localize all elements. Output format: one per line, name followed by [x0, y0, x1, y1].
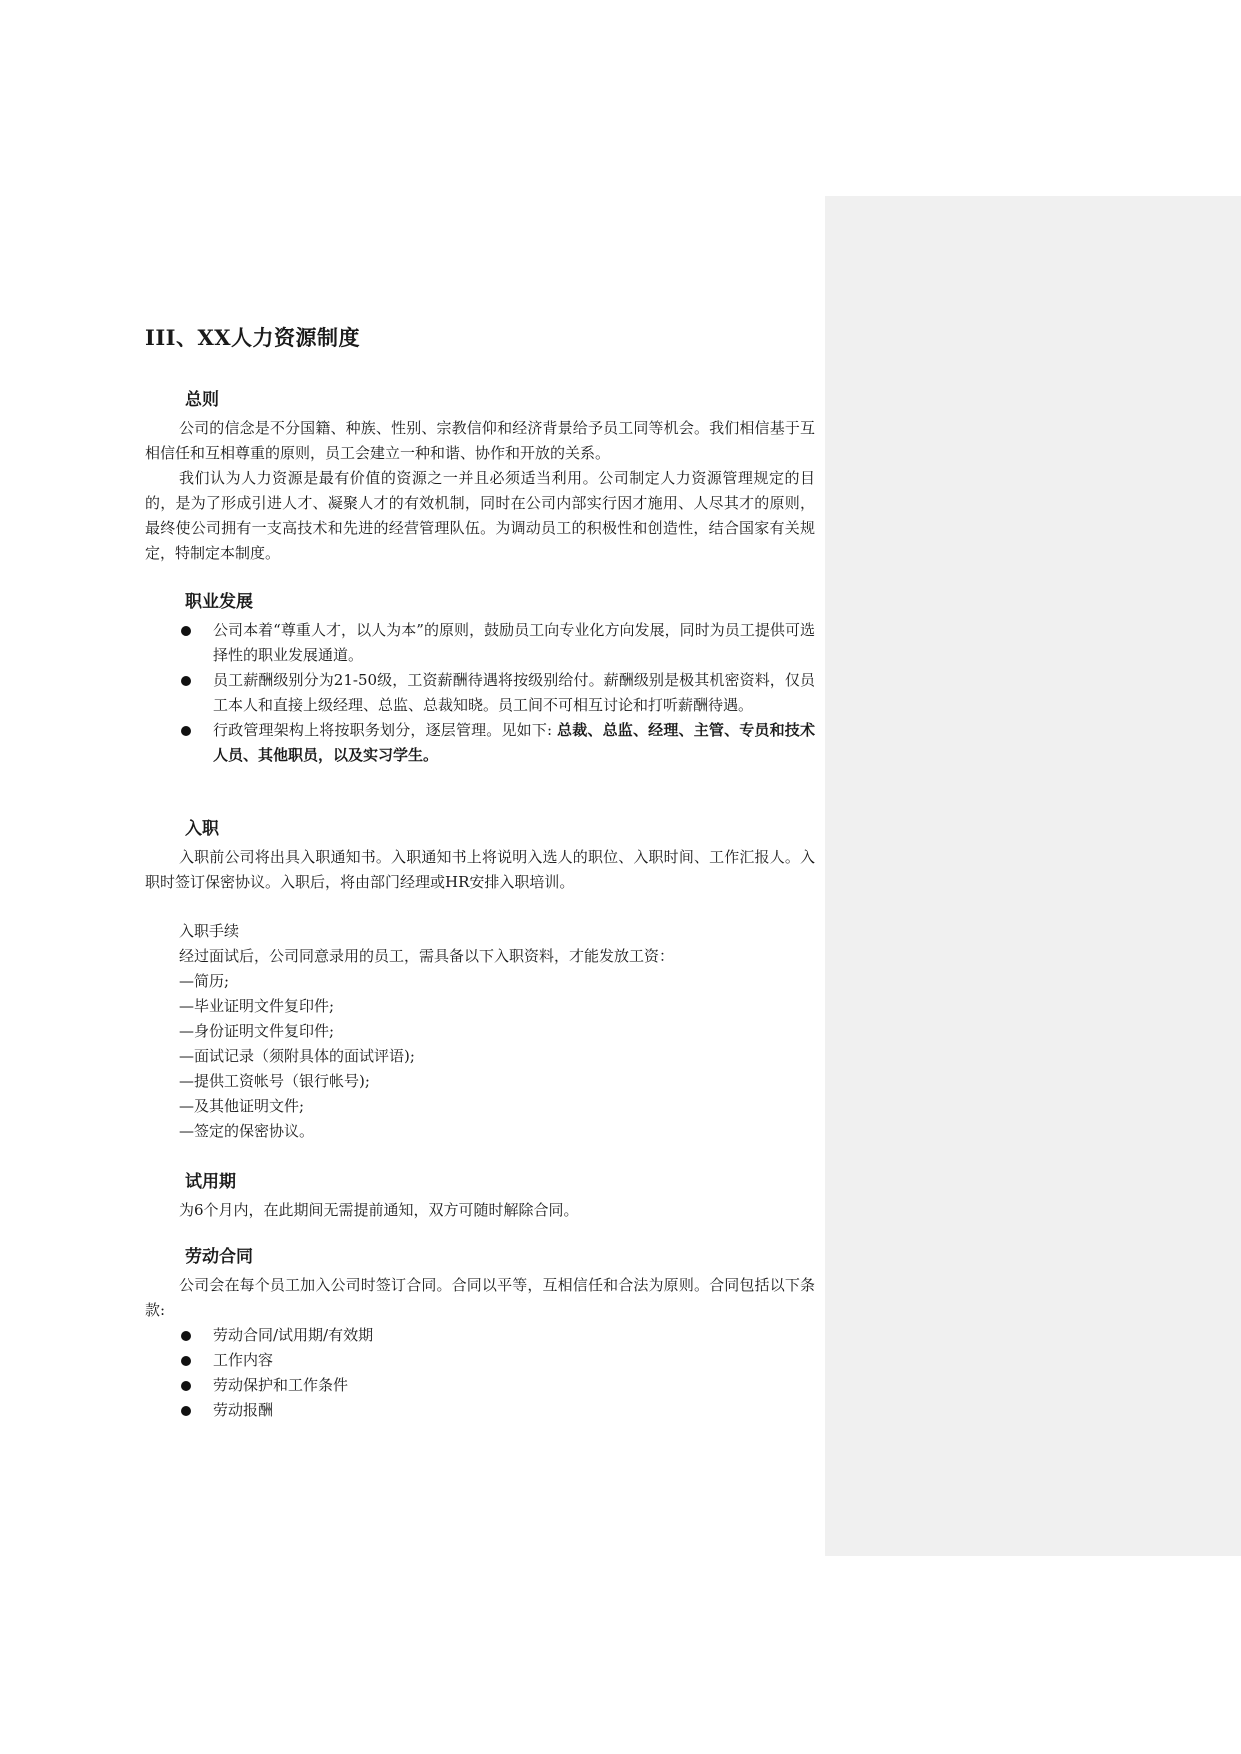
bullet-icon [181, 676, 191, 686]
paragraph: 入职前公司将出具入职通知书。入职通知书上将说明入选人的职位、入职时间、工作汇报人。入职时签订保密协议。入职后，将由部门经理或HR安排入职培训。 [145, 848, 815, 891]
section-heading: 总则 [185, 390, 219, 410]
paragraph: 为6个月内，在此期间无需提前通知，双方可随时解除合同。 [179, 1201, 579, 1219]
list-item: —毕业证明文件复印件; [179, 997, 335, 1015]
procedure-title: 入职手续 [179, 922, 240, 940]
bullet-icon [181, 1381, 191, 1391]
bullet-icon [181, 726, 191, 736]
list-item [145, 1398, 815, 1423]
list-item-text: 员工薪酬级别分为21-50级，工资薪酬待遇将按级别给付。薪酬级别是极其机密资料，仅员工本人和直接上级经理、总监、总裁知晓。员工间不可相互讨论和打听薪酬待遇。 [213, 671, 815, 714]
section-heading: 劳动合同 [185, 1247, 253, 1267]
section-onboarding [145, 817, 815, 1144]
procedure-intro: 经过面试后，公司同意录用的员工，需具备以下入职资料，才能发放工资： [179, 947, 675, 965]
list-item-text: 公司本着“尊重人才，以人为本”的原则，鼓励员工向专业化方向发展，同时为员工提供可选择性的职业发展通道。 [213, 621, 815, 664]
list-item [145, 618, 815, 668]
list-item: —提供工资帐号（银行帐号); [179, 1072, 370, 1090]
procedure-list [145, 969, 815, 1144]
bullet-icon [181, 1356, 191, 1366]
list-item-text: 劳动报酬 [213, 1401, 274, 1419]
list-item [145, 1323, 815, 1348]
document-title: III、XX人力资源制度 [145, 325, 361, 350]
section-heading: 试用期 [185, 1172, 236, 1192]
list-item-text: 劳动合同/试用期/有效期 [213, 1326, 374, 1344]
list-item [145, 718, 815, 768]
bullet-icon [181, 1406, 191, 1416]
paragraph: 公司的信念是不分国籍、种族、性别、宗教信仰和经济背景给予员工同等机会。我们相信基于互相信任和互相尊重的原则，员工会建立一种和谐、协作和开放的关系。 [145, 419, 815, 462]
bullet-icon [181, 626, 191, 636]
section-career [145, 590, 815, 768]
list-item: —身份证明文件复印件; [179, 1022, 335, 1040]
list-item-text: 行政管理架构上将按职务划分，逐层管理。见如下: [213, 721, 558, 739]
list-item: —面试记录（须附具体的面试评语); [179, 1047, 415, 1065]
comment-pane [825, 196, 1241, 1556]
list-item [145, 1348, 815, 1373]
list-item-text: 劳动保护和工作条件 [213, 1376, 349, 1394]
section-general [145, 388, 815, 566]
section-contract [145, 1245, 815, 1423]
section-heading: 入职 [185, 819, 219, 839]
list-item-text: 工作内容 [213, 1351, 274, 1369]
list-item-bold-text: 总裁、总监、经理、主管、专员和技术人员、其他职员，以及实习学生。 [213, 721, 815, 764]
list-item: —及其他证明文件; [179, 1097, 305, 1115]
list-item [145, 1373, 815, 1398]
list-item: —签定的保密协议。 [179, 1122, 315, 1140]
bullet-list [145, 618, 815, 768]
paragraph: 公司会在每个员工加入公司时签订合同。合同以平等，互相信任和合法为原则。合同包括以下条款: [145, 1276, 815, 1319]
section-probation [145, 1170, 815, 1223]
section-heading: 职业发展 [185, 592, 253, 612]
bullet-icon [181, 1331, 191, 1341]
bullet-list [145, 1323, 815, 1423]
paragraph: 我们认为人力资源是最有价值的资源之一并且必须适当利用。公司制定人力资源管理规定的目的，是为了形成引进人才、凝聚人才的有效机制，同时在公司内部实行因才施用、人尽其才的原则，最终使公司拥有一支高技术和先进的经营管理队伍。为调动员工的积极性和创造性，结合国家有关规定，特制定本制度。 [145, 469, 815, 562]
list-item: —简历; [179, 972, 230, 990]
list-item [145, 668, 815, 718]
